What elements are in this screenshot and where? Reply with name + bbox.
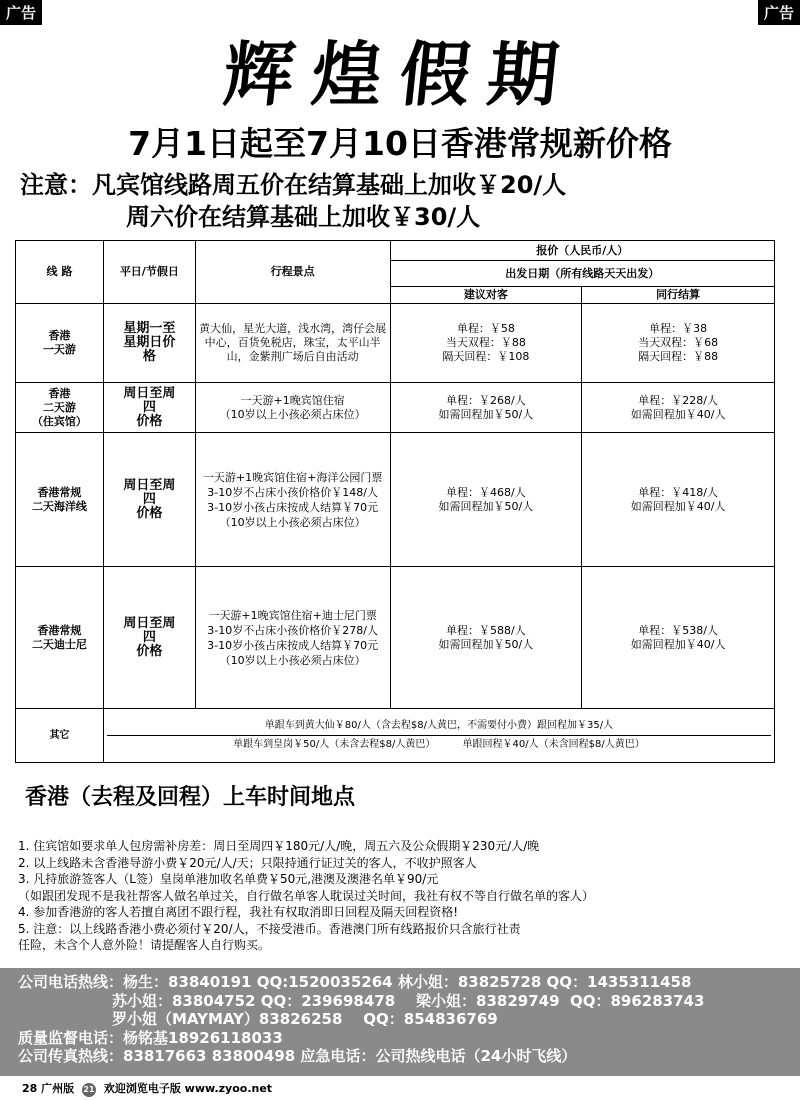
trade-price: 单程：￥228/人 如需回程加￥40/人	[582, 383, 775, 433]
other-row	[16, 709, 775, 763]
header-route: 线 路	[16, 241, 104, 304]
itinerary: 一天游+1晚宾馆住宿+迪士尼门票 3-10岁不占床小孩价格价￥278/人 3-10岁小孩占床按成人结算￥70元 （10岁以上小孩必须占床位）	[195, 567, 390, 709]
other-line-2	[107, 736, 771, 754]
contact-line: 苏小姐：83804752 QQ：239698478 梁小姐：83829749 QQ：896283743	[18, 991, 705, 1010]
contact-panel	[0, 968, 800, 1076]
header-departure: 出发日期（所有线路天天出发）	[390, 261, 775, 287]
contact-line: 公司电话热线：杨生：83840191 QQ:1520035264 林小姐：83825728 QQ：1435311458	[18, 973, 692, 991]
edition: 广州版	[41, 1082, 75, 1095]
table-row	[16, 433, 775, 567]
note-item: 1. 住宾馆如要求单人包房需补房差：周日至周四￥180元/人/晚，周五六及公众假期￥230元/人/晚	[18, 839, 540, 853]
header-trade: 同行结算	[582, 287, 775, 304]
route-name: 香港常规 二天海洋线	[16, 433, 104, 567]
ad-label-left: 广告	[0, 0, 42, 25]
period: 星期一至 星期日价 格	[103, 304, 195, 383]
trade-price: 单程：￥418/人 如需回程加￥40/人	[582, 433, 775, 567]
page-title: 辉煌假期	[219, 33, 581, 116]
period: 周日至周 四 价格	[103, 567, 195, 709]
note-item: 3. 凡持旅游签客人（L签）皇岗单港加收名单费￥50元,港澳及澳港名单￥90/元	[18, 872, 439, 886]
header-retail: 建议对客	[390, 287, 582, 304]
note-item: 5. 注意：以上线路香港小费必须付￥20/人，不接受港币。香港澳门所有线路报价只含旅行社责	[18, 921, 521, 936]
contact-line: 质量监督电话：杨铭基18926118033	[18, 1028, 283, 1047]
table-row	[16, 304, 775, 383]
table-row	[16, 383, 775, 433]
retail-price: 单程：￥588/人 如需回程加￥50/人	[390, 567, 582, 709]
retail-price: 单程：￥58 当天双程：￥88 隔天回程：￥108	[390, 304, 582, 383]
notice-line-1: 注意：凡宾馆线路周五价在结算基础上加收￥20/人	[20, 171, 567, 199]
other-label: 其它	[16, 709, 104, 763]
contact-line: 罗小姐（MAYMAY）83826258 QQ：854836769	[18, 1010, 498, 1028]
contact-line: 公司传真热线：83817663 83800498 应急电话：公司热线电话（24小时飞线）	[18, 1047, 577, 1065]
itinerary: 黄大仙，星光大道，浅水湾，湾仔会展中心，百货免税店，珠宝，太平山半山，金紫荆广场后自由活动	[195, 304, 390, 383]
page-number: 28	[22, 1082, 38, 1095]
other-line-2a: 单跟车到皇岗￥50/人（未含去程$8/人黄巴）	[233, 739, 436, 750]
retail-price: 单程：￥268/人 如需回程加￥50/人	[390, 383, 582, 433]
period: 周日至周 四 价格	[103, 383, 195, 433]
header-price: 报价（人民币/人）	[390, 241, 775, 261]
other-line-1: 单跟车到黄大仙￥80/人（含去程$8/人黄巴，不需要付小费）跟回程加￥35/人	[107, 717, 771, 736]
notice-line-2: 周六价在结算基础上加收￥30/人	[126, 203, 481, 231]
note-item: 任险，未含个人意外险！请提醒客人自行购买。	[18, 938, 271, 952]
route-name: 香港 二天游 （住宾馆）	[16, 383, 104, 433]
trade-price: 单程：￥38 当天双程：￥68 隔天回程：￥88	[582, 304, 775, 383]
footer	[22, 1080, 272, 1097]
note-item: 2. 以上线路未含香港导游小费￥20元/人/天；只限持通行证过关的客人，不收护照客人	[18, 855, 477, 870]
other-content	[103, 709, 774, 763]
subtitle: 7月1日起至7月10日香港常规新价格	[128, 124, 672, 163]
header-itinerary: 行程景点	[195, 241, 390, 304]
trade-price: 单程：￥538/人 如需回程加￥40/人	[582, 567, 775, 709]
header-period: 平日/节假日	[103, 241, 195, 304]
route-name: 香港常规 二天迪士尼	[16, 567, 104, 709]
notes	[18, 838, 788, 954]
boarding-title: 香港（去程及回程）上车时间地点	[25, 785, 356, 810]
itinerary: 一天游+1晚宾馆住宿 （10岁以上小孩必须占床位）	[195, 383, 390, 433]
ad-label-right: 广告	[758, 0, 800, 25]
route-name: 香港 一天游	[16, 304, 104, 383]
other-line-2b: 单跟回程￥40/人（未含回程$8/人黄巴）	[462, 739, 645, 750]
table-row	[16, 567, 775, 709]
brand-logo-icon: 21	[82, 1083, 96, 1097]
itinerary: 一天游+1晚宾馆住宿+海洋公园门票 3-10岁不占床小孩价格价￥148/人 3-10岁小孩占床按成人结算￥70元 （10岁以上小孩必须占床位）	[195, 433, 390, 567]
note-item: 4. 参加香港游的客人若擅自离团不跟行程，我社有权取消即日回程及隔天回程资格!	[18, 905, 459, 919]
price-table	[15, 240, 775, 763]
period: 周日至周 四 价格	[103, 433, 195, 567]
footer-text: 欢迎浏览电子版 www.zyoo.net	[103, 1082, 273, 1095]
retail-price: 单程：￥468/人 如需回程加￥50/人	[390, 433, 582, 567]
note-item: （如跟团发现不是我社帮客人做名单过关，自行做名单客人耽误过关时间，我社有权不等自行做名单的客人）	[18, 888, 595, 903]
